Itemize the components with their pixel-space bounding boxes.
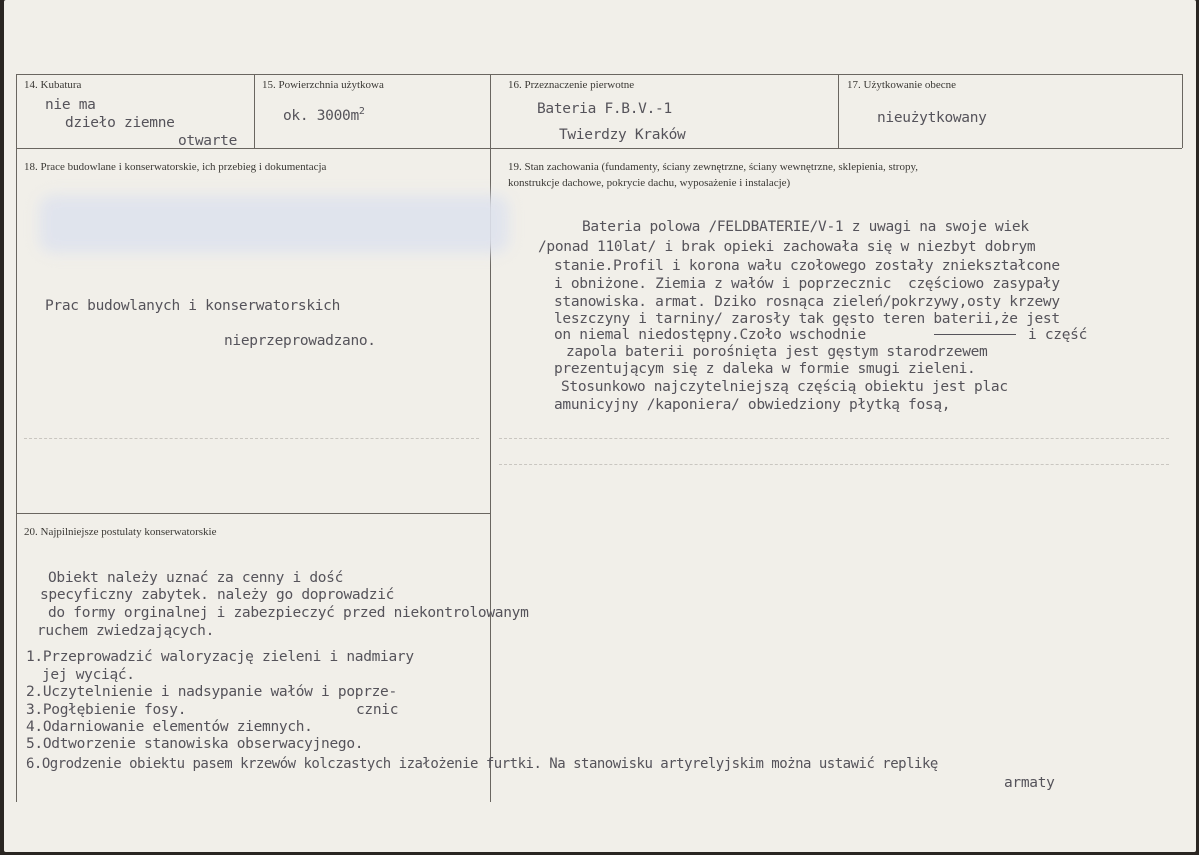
area-value: ok. 3000m	[283, 108, 359, 124]
field-20-intro-line: Obiekt należy uznać za cenny i dość	[48, 570, 344, 586]
field-18-value-line: Prac budowlanych i konserwatorskich	[45, 298, 341, 314]
left-border-line	[16, 74, 17, 802]
field-19-value-line: i część	[1028, 327, 1088, 343]
top-border-line	[16, 74, 1182, 75]
postulate-item: 3.Pogłębienie fosy.	[26, 702, 187, 718]
field-19-value-line: stanowiska. armat. Dziko rosnąca zieleń/pokrzywy,osty krzewy	[554, 294, 1060, 310]
postulate-item: 5.Odtworzenie stanowiska obserwacyjnego.	[26, 736, 364, 752]
field-18-label: 18. Prace budowlane i konserwatorskie, ich przebieg i dokumentacja	[24, 161, 327, 173]
postulate-item: 1.Przeprowadzić waloryzację zieleni i nadmiary	[26, 649, 414, 665]
section-20-top-line	[16, 513, 490, 514]
field-19-value-line: on niemal niedostępny.Czoło wschodnie	[554, 327, 866, 343]
postulate-item: 6.Ogrodzenie obiektu pasem krzewów kolczastych izałożenie furtki. Na stanowisku artyrelyjskim można ustawić replikę	[26, 756, 938, 772]
field-14-value-line: nie ma	[45, 97, 96, 113]
bleed-through-line	[499, 438, 1169, 440]
col-divider-16-17	[838, 74, 839, 148]
field-14-value-line: otwarte	[178, 133, 238, 149]
field-17-value: nieużytkowany	[877, 110, 987, 126]
bleed-through-line	[24, 438, 479, 440]
postulate-item: 2.Uczytelnienie i nadsypanie wałów i poprze-	[26, 684, 397, 700]
postulate-item: 4.Odarniowanie elementów ziemnych.	[26, 719, 313, 735]
field-16-value-line: Bateria F.B.V.-1	[537, 101, 672, 117]
field-15-label: 15. Powierzchnia użytkowa	[262, 79, 384, 91]
field-14-value-line: dzieło ziemne	[65, 115, 175, 131]
field-15-value	[283, 108, 365, 124]
erased-text-smudge	[39, 195, 509, 253]
postulate-item: cznic	[356, 702, 399, 718]
col-divider-15-16	[490, 74, 491, 802]
field-17-label: 17. Użytkowanie obecne	[847, 79, 957, 91]
field-19-value-line: leszczyny i tarniny/ zarosły tak gęsto teren baterii,że jest	[554, 311, 1060, 327]
field-19-value-line: amunicyjny /kaponiera/ obwiedziony płytką fosą,	[554, 397, 951, 413]
postulate-item: jej wyciąć.	[42, 667, 135, 683]
right-border-line	[1182, 74, 1183, 148]
field-19-value-line: zapola baterii porośnięta jest gęstym starodrzewem	[566, 344, 988, 360]
postulate-item: armaty	[1004, 775, 1055, 791]
field-20-label: 20. Najpilniejsze postulaty konserwatorskie	[24, 526, 217, 538]
col-divider-14-15	[254, 74, 255, 148]
field-19-value-line: /ponad 110lat/ i brak opieki zachowała się w niezbyt dobrym	[538, 239, 1036, 255]
field-19-value-line: Bateria polowa /FELDBATERIE/V-1 z uwagi na swoje wiek	[582, 219, 1029, 235]
field-19-value-line: prezentującym się z daleka w formie smugi zieleni.	[554, 361, 976, 377]
area-unit-exponent: 2	[358, 106, 365, 117]
typed-dash-line	[934, 334, 1016, 335]
field-19-label-line: 19. Stan zachowania (fundamenty, ściany zewnętrzne, ściany wewnętrzne, sklepienia, stropy,	[508, 161, 919, 173]
field-18-value-line: nieprzeprowadzano.	[224, 333, 376, 349]
field-19-value-line: stanie.Profil i korona wału czołowego zostały zniekształcone	[554, 258, 1060, 274]
record-card	[4, 0, 1196, 852]
field-20-intro-line: do formy orginalnej i zabezpieczyć przed niekontrolowanym	[48, 605, 529, 621]
bleed-through-line	[499, 464, 1169, 466]
field-20-intro-line: specyficzny zabytek. należy go doprowadzić	[40, 587, 395, 603]
field-19-value-line: i obniżone. Ziemia z wałów i poprzecznic częściowo zasypały	[554, 276, 1060, 292]
field-16-label: 16. Przeznaczenie pierwotne	[508, 79, 635, 91]
field-20-intro-line: ruchem zwiedzających.	[37, 623, 215, 639]
field-19-label-line: konstrukcje dachowe, pokrycie dachu, wyposażenie i instalacje)	[508, 177, 791, 189]
field-14-label: 14. Kubatura	[24, 79, 82, 91]
field-16-value-line: Twierdzy Kraków	[559, 127, 686, 143]
field-19-value-line: Stosunkowo najczytelniejszą częścią obiektu jest plac	[561, 379, 1008, 395]
